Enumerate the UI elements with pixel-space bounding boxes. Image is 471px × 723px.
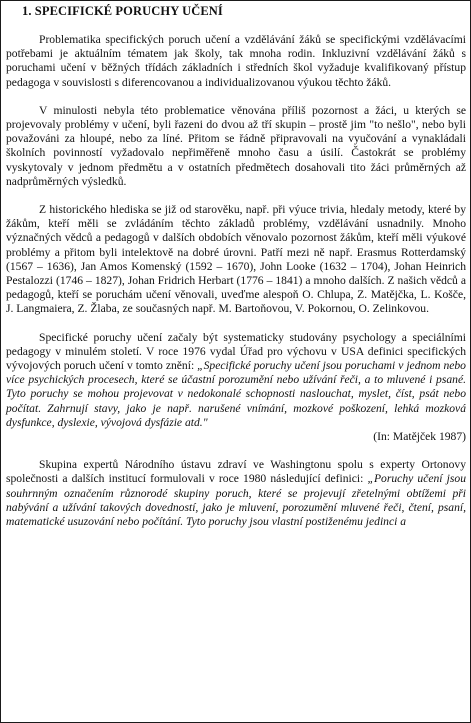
definition-1980-quote: „Poruchy učení jsou souhrnným označením různorodé skupiny poruch, které se projevují zřetelnými obtížemi při nabývání a užívání takových dovedností, jako je mluvení, porozumění mluvené řeči, čtení, psaní, matematické usuzování nebo počítání. Tyto poruchy jsou vlastní postiženému jedinci a [6, 472, 466, 529]
definition-1976-intro: Specifické poruchy učení začaly být systematicky studovány psychology a speciálními pedagogy v minulém století. V roce 1976 vydal Úřad pro výchovu v USA definici specifických vývojových poruch učení v tomto znění: [6, 330, 466, 373]
paragraph-history-past: V minulosti nebyla této problematice věnována příliš pozornost a žáci, u kterých se projevovaly problémy v učení, byli řazeni do dvou až tří skupin – prostě jim "to nešlo", nebo byli považováni za hloupé, nebo za líné. Přitom se řádně připravovali na vyučování a vynakládali školních povinností vyžadovalo nepřiměřeně mnoho času a úsilí. Častokrát se problémy vyskytovaly v jednom předmětu a v ostatních předmětech dosahovali tito žáci průměrných až nadprůměrných výsledků. [6, 103, 466, 188]
definition-1980-intro: Skupina expertů Národního ústavu zdraví ve Washingtonu spolu s experty Ortonovy společnosti a dalších institucí formulovali v roce 1980 následující definici: [6, 458, 466, 486]
paragraph-definition-1976 [6, 331, 466, 445]
section-heading: 1. SPECIFICKÉ PORUCHY UČENÍ [22, 4, 223, 18]
paragraph-intro: Problematika specifických poruch učení a vzdělávání žáků se specifickými vzdělávacími potřebami je aktuálním tématem jak školy, tak mnoha rodin. Inkluzivní vzdělávání žáků s poruchami učení v běžných třídách základních i středních škol vyžaduje kvalifikovaný přístup pedagoga v souvislosti s diferencovanou a individualizovanou výukou těchto žáků. [6, 33, 466, 89]
citation: (In: Matějček 1987) [373, 430, 466, 444]
paragraph-definition-1980 [6, 458, 466, 529]
definition-1976-quote: „Specifické poruchy učení jsou poruchami v jednom nebo více psychických procesech, které se účastní porozumění nebo užívání řeči, a to mluvené i psané. Tyto poruchy se mohou projevovat v nedokonalé schopnosti naslouchat, myslet, číst, psát nebo počítat. Zahrnují stavy, jako je např. narušené vnímání, mozkové poškození, lehká mozková dysfunkce, dyslexie, vývojová dysfázie atd." [6, 359, 466, 429]
paragraph-historical-view: Z historického hlediska se již od starověku, např. při výuce trivia, hledaly metody, které by žákům, kteří měli se zvládáním těchto základů problémy, vzdělávání usnadnily. Mnoho význačných vědců a pedagogů v dalších obdobích věnovalo pozornost žákům, kteří měli výukové problémy a přitom byli intelektově na dobré úrovni. Patří mezi ně např. Erasmus Rotterdamský (1567 – 1636), Jan Amos Komenský (1592 – 1670), John Looke (1632 – 1704), Johan Heinrich Pestalozzi (1746 – 1827), Johan Fridrich Herbart (1776 – 1841) a mnoho dalších. Z našich vědců a pedagogů, kteří se poruchám učení věnovali, uveďme alespoň O. Chlupa, Z. Matějčka, L. Košče, J. Langmaiera, Z. Žlaba, ze současných např. M. Bartoňovou, V. Pokornou, O. Zelinkovou. [6, 203, 466, 316]
